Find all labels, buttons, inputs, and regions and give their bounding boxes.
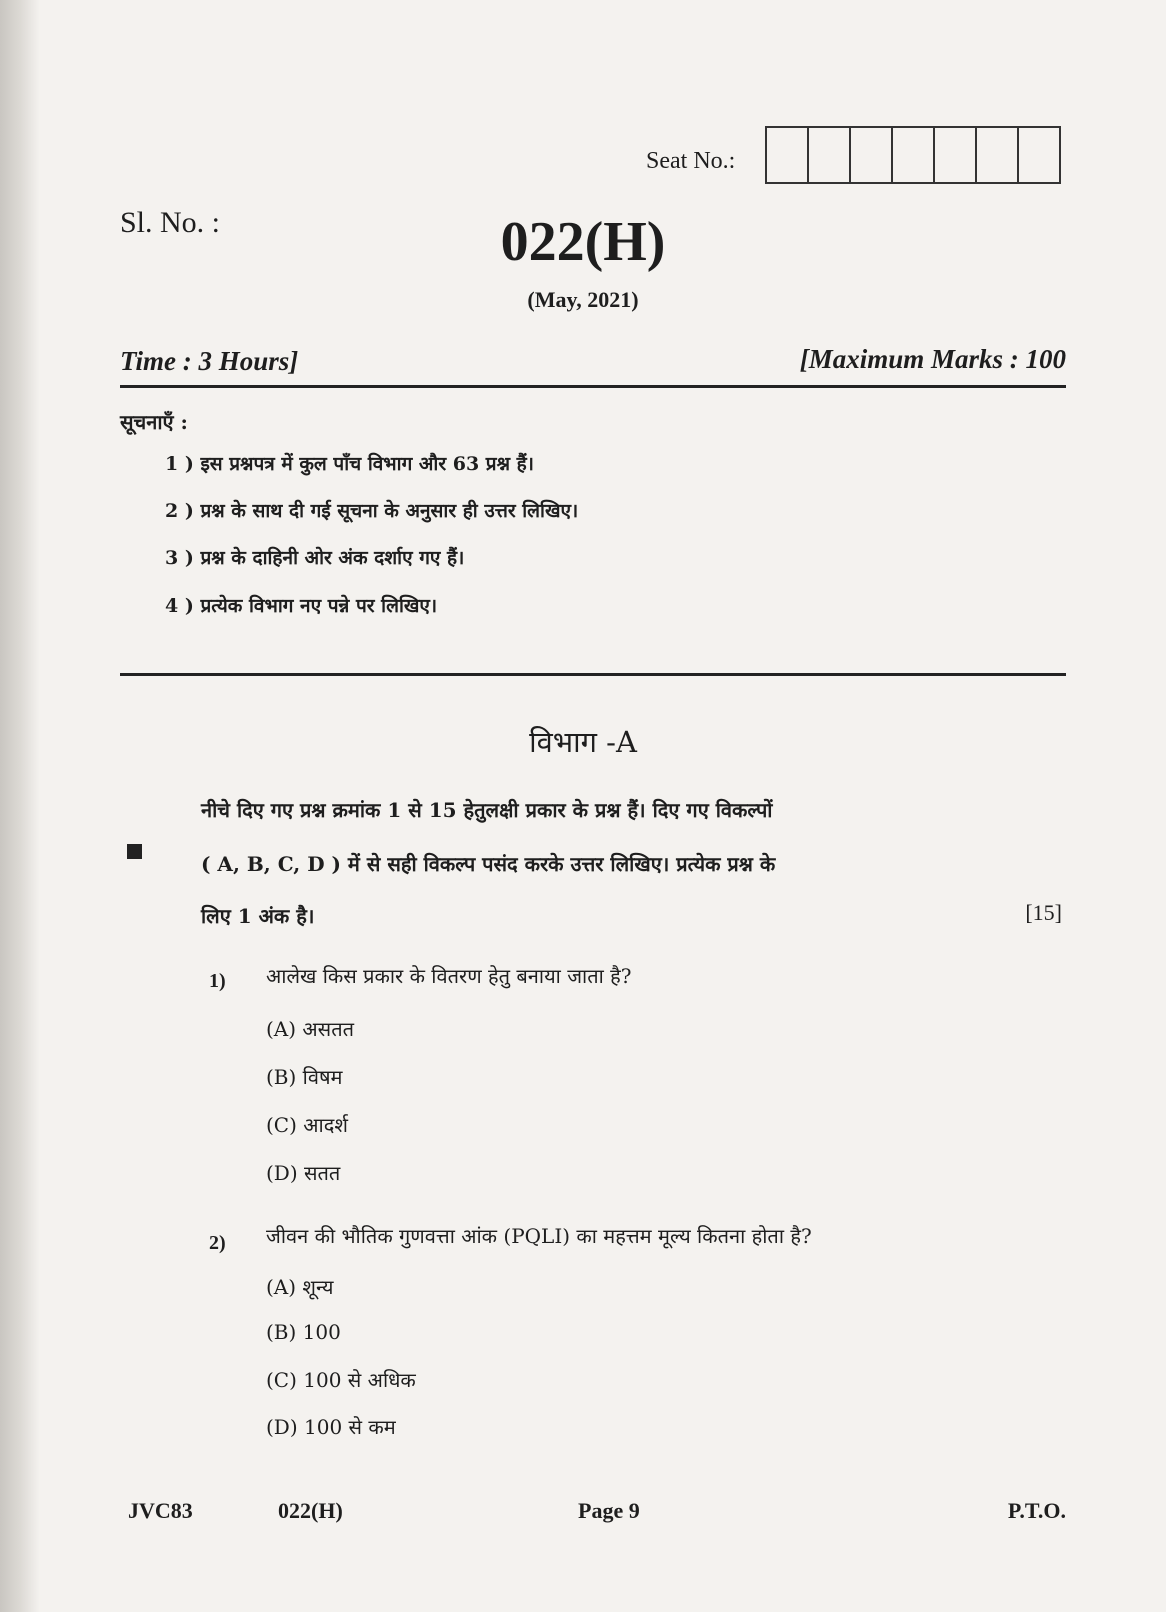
section-divider	[120, 673, 1066, 676]
question-option: (A) असतत	[266, 1017, 355, 1041]
exam-time: Time : 3 Hours]	[120, 346, 299, 376]
section-marks: [15]	[1025, 900, 1062, 925]
question-option: (D) 100 से कम	[266, 1415, 396, 1439]
instruction-item: 2 ) प्रश्न के साथ दी गई सूचना के अनुसार ही उत्तर लिखिए।	[165, 500, 579, 522]
question-option: (B) 100	[266, 1320, 341, 1344]
header-divider	[120, 385, 1066, 388]
footer-page-number: Page 9	[578, 1498, 640, 1523]
question-number: 1)	[209, 970, 226, 992]
seat-box[interactable]	[767, 128, 809, 182]
seat-box[interactable]	[809, 128, 851, 182]
question-option: (C) 100 से अधिक	[266, 1368, 416, 1392]
footer-booklet-code: JVC83	[128, 1498, 193, 1523]
question-option: (C) आदर्श	[266, 1113, 348, 1137]
seat-box[interactable]	[1019, 128, 1059, 182]
square-bullet-icon	[127, 844, 142, 859]
paper-code-title: 022(H)	[500, 211, 666, 273]
question-option: (A) शून्य	[266, 1275, 334, 1299]
question-option: (D) सतत	[266, 1161, 341, 1185]
seat-box[interactable]	[893, 128, 935, 182]
instruction-item: 1 ) इस प्रश्नपत्र में कुल पाँच विभाग और 63 प्रश्न हैं।	[165, 453, 534, 475]
exam-date: (May, 2021)	[527, 287, 639, 312]
maximum-marks: [Maximum Marks : 100	[799, 344, 1066, 374]
question-option: (B) विषम	[266, 1065, 343, 1089]
instructions-heading: सूचनाएँ :	[120, 410, 188, 434]
section-intro-line: लिए 1 अंक है।	[201, 904, 315, 928]
footer-pto: P.T.O.	[1007, 1498, 1066, 1523]
section-intro-line: नीचे दिए गए प्रश्न क्रमांक 1 से 15 हेतुलक्षी प्रकार के प्रश्न हैं। दिए गए विकल्पों	[201, 798, 773, 822]
question-text: आलेख किस प्रकार के वितरण हेतु बनाया जाता है?	[266, 964, 632, 988]
serial-number-label: Sl. No. :	[120, 206, 221, 239]
seat-number-boxes[interactable]	[765, 126, 1061, 184]
seat-box[interactable]	[977, 128, 1019, 182]
footer-paper-code: 022(H)	[278, 1498, 343, 1523]
section-title: विभाग -A	[529, 725, 637, 759]
instruction-item: 3 ) प्रश्न के दाहिनी ओर अंक दर्शाए गए हैं।	[165, 547, 465, 569]
question-number: 2)	[209, 1232, 226, 1254]
instruction-item: 4 ) प्रत्येक विभाग नए पन्ने पर लिखिए।	[165, 595, 438, 617]
seat-box[interactable]	[935, 128, 977, 182]
seat-number-label: Seat No.:	[646, 148, 736, 174]
question-text: जीवन की भौतिक गुणवत्ता आंक (PQLI) का महत्तम मूल्य कितना होता है?	[266, 1224, 812, 1248]
seat-box[interactable]	[851, 128, 893, 182]
section-intro-line: ( A, B, C, D ) में से सही विकल्प पसंद करके उत्तर लिखिए। प्रत्येक प्रश्न के	[201, 852, 776, 876]
